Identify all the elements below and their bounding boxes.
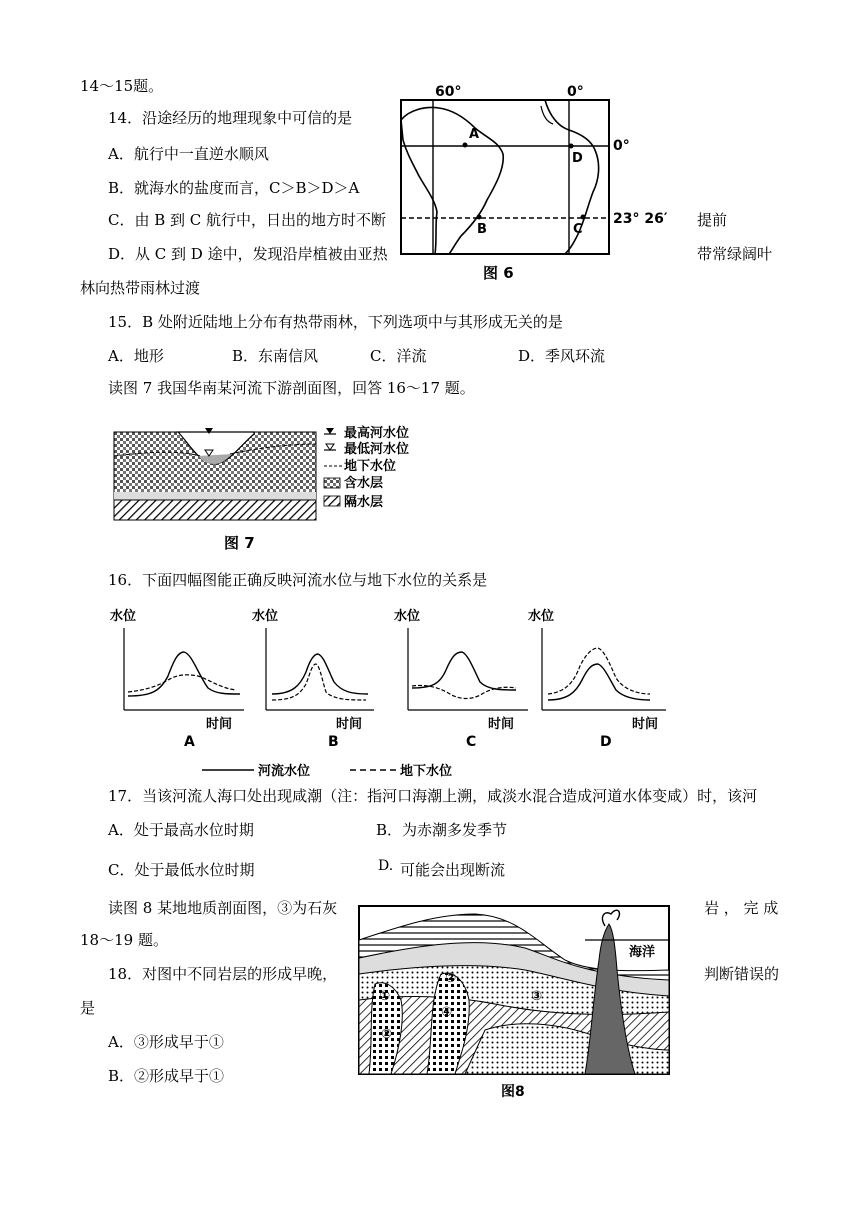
marker-1: ① — [379, 989, 391, 1004]
figure-7-caption: 图 7 — [224, 534, 255, 552]
option-14c-end: 提前 — [697, 211, 728, 229]
panel-a-ground-line — [128, 675, 236, 692]
panel-d — [528, 608, 666, 750]
point-d — [569, 144, 574, 149]
read-figure-8-end: 岩 ， 完 成 — [704, 899, 779, 917]
option-15b: B．东南信风 — [232, 347, 319, 365]
marker-4: ④ — [441, 1005, 453, 1020]
point-a — [463, 143, 468, 148]
lat-0-label: 0° — [613, 138, 630, 154]
legend-river-level: 河流水位 — [258, 764, 311, 779]
panel-b-ground-line — [272, 664, 366, 700]
point-b — [477, 215, 482, 220]
legend-lowest-level: 最低河水位 — [344, 442, 410, 457]
marker-2b: ② — [381, 1027, 393, 1042]
question-16: 16．下面四幅图能正确反映河流水位与地下水位的关系是 — [108, 571, 488, 589]
option-17d-letter: D. — [378, 858, 394, 874]
figure-7-section — [108, 420, 438, 555]
lon-0-label: 0° — [567, 84, 584, 100]
panel-d-label: D — [600, 734, 612, 750]
figure-6-caption: 图 6 — [483, 264, 514, 282]
option-14a: A．航行中一直逆水顺风 — [108, 145, 269, 163]
panel-d-ground-line — [548, 648, 650, 694]
label-c: C — [573, 222, 583, 237]
question-14: 14．沿途经历的地理现象中可信的是 — [108, 109, 353, 127]
option-15c: C．洋流 — [370, 347, 427, 365]
option-14d-end: 带常绿阔叶 — [697, 245, 773, 263]
question-17: 17．当该河流人海口处出现咸潮（注：指河口海潮上溯，咸淡水混合造成河道水体变咸）时，该河 — [108, 787, 758, 805]
legend-ground-level: 地下水位 — [400, 764, 453, 779]
option-18a: A．③形成早于① — [108, 1033, 224, 1051]
option-15a: A．地形 — [108, 347, 164, 365]
figure-6-map — [395, 80, 668, 282]
panel-d-ylabel: 水位 — [528, 609, 555, 624]
panel-b-ylabel: 水位 — [252, 609, 279, 624]
panel-b — [252, 608, 374, 750]
panel-a-label: A — [184, 734, 195, 750]
panel-a — [110, 608, 244, 750]
option-17b: B．为赤潮多发季节 — [376, 821, 508, 839]
legend-aquifer: 含水层 — [344, 476, 384, 491]
option-14c: C．由 B 到 C 航行中，日出的地方时不断 — [108, 211, 387, 229]
marker-2a: ② — [445, 971, 457, 986]
panel-a-ylabel: 水位 — [110, 609, 137, 624]
read-figure-8-cont: 18～19 题。 — [80, 931, 168, 949]
panel-c-label: C — [466, 734, 477, 750]
tropic-label: 23° 26′ — [613, 211, 668, 227]
marker-3: ③ — [531, 989, 543, 1004]
point-c — [581, 215, 586, 220]
option-17c: C．处于最低水位时期 — [108, 861, 255, 879]
legend-groundwater: 地下水位 — [344, 459, 397, 474]
question-18-end: 判断错误的 — [704, 965, 780, 983]
panel-b-label: B — [328, 734, 339, 750]
lon-60-label: 60° — [435, 84, 462, 100]
panel-a-river-line — [128, 652, 240, 696]
option-14b: B．就海水的盐度而言，C＞B＞D＞A — [108, 179, 360, 197]
option-17d: 可能会出现断流 — [400, 861, 506, 879]
panel-d-river-line — [548, 664, 650, 700]
option-17a: A．处于最高水位时期 — [108, 821, 254, 839]
panel-c-river-line — [412, 652, 516, 690]
option-15d: D．季风环流 — [518, 347, 606, 365]
figure-8-caption: 图8 — [501, 1084, 525, 1100]
panel-a-xlabel: 时间 — [206, 717, 233, 732]
label-a: A — [469, 127, 480, 142]
figure-16-panels — [110, 604, 680, 780]
panel-c-ground-line — [412, 685, 516, 698]
panel-c — [394, 608, 528, 750]
option-14d-cont: 林向热带雨林过渡 — [80, 279, 201, 297]
question-15: 15．B 处附近陆地上分布有热带雨林，下列选项中与其形成无关的是 — [108, 313, 563, 331]
option-18b: B．②形成早于① — [108, 1067, 225, 1085]
read-figure-8: 读图 8 某地地质剖面图，③为石灰 — [108, 899, 338, 917]
option-14d: D．从 C 到 D 途中，发现沿岸植被由亚热 — [108, 245, 388, 263]
panel-c-xlabel: 时间 — [488, 717, 515, 732]
legend-aquiclude: 隔水层 — [344, 495, 384, 510]
panel-b-xlabel: 时间 — [336, 717, 363, 732]
label-d: D — [572, 151, 583, 166]
legend-highest-level: 最高河水位 — [344, 426, 410, 441]
panel-b-river-line — [272, 654, 368, 694]
figure-8-geology — [355, 900, 673, 1100]
question-18-cont: 是 — [80, 999, 96, 1017]
read-figure-7: 读图 7 我国华南某河流下游剖面图，回答 16～17 题。 — [108, 379, 475, 397]
label-b: B — [477, 222, 487, 237]
panel-c-ylabel: 水位 — [394, 609, 421, 624]
ocean-label: 海洋 — [629, 945, 656, 960]
question-18: 18．对图中不同岩层的形成早晚， — [108, 965, 338, 983]
panel-d-xlabel: 时间 — [632, 717, 659, 732]
line-question-range: 14～15题。 — [80, 77, 164, 95]
